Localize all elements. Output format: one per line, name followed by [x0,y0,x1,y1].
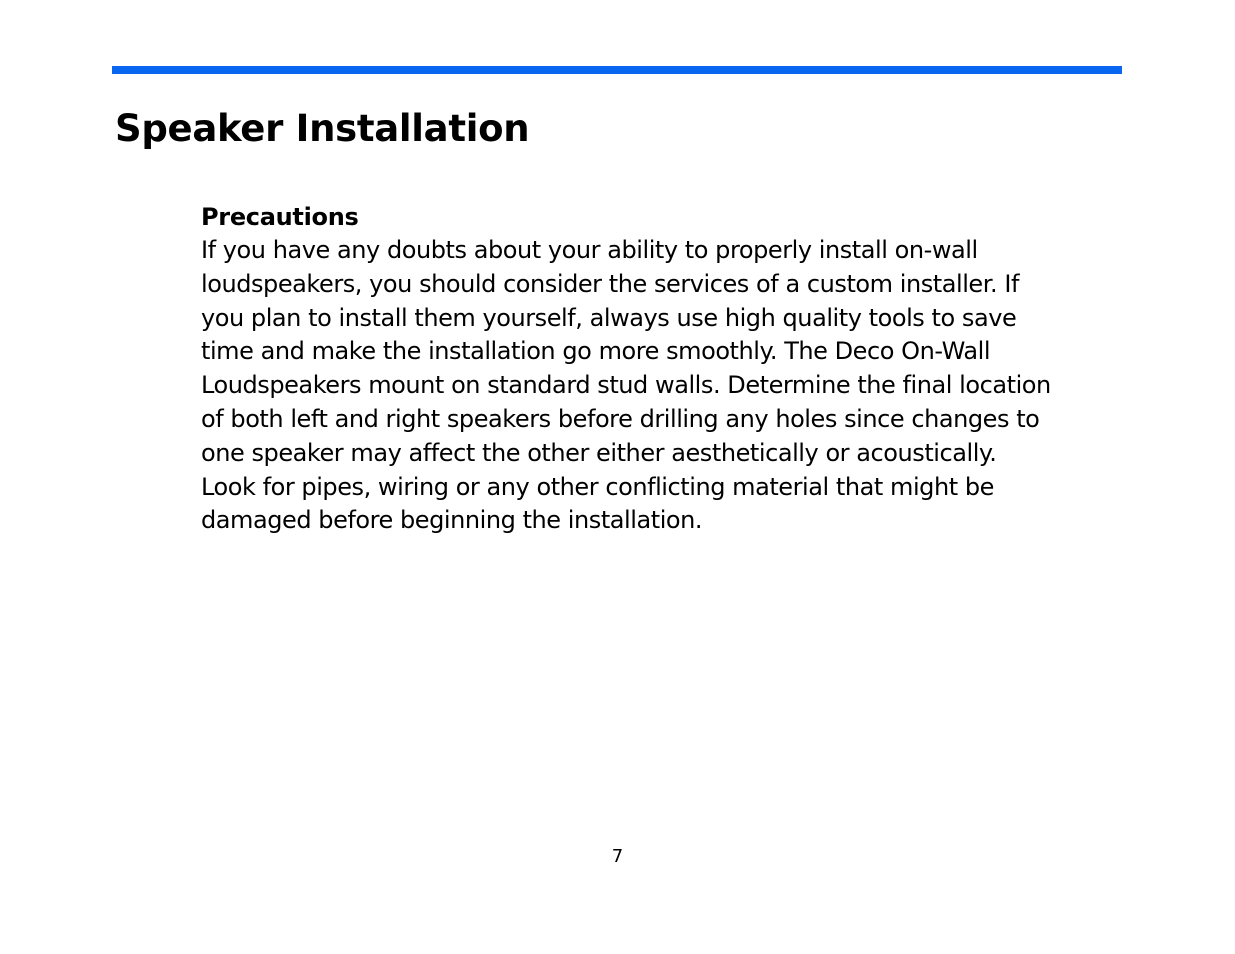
body-line: If you have any doubts about your ability to properly install on-wall [201,236,978,264]
precautions-section [201,200,1161,538]
header-rule [112,66,1122,74]
body-line: one speaker may affect the other either aesthetically or acoustically. [201,438,997,467]
section-heading: Precautions [201,203,359,231]
body-line: Loudspeakers mount on standard stud walls. Determine the final location [201,371,1051,400]
page-number: 7 [611,846,624,867]
body-line: time and make the installation go more smoothly. The Deco On-Wall [201,337,991,366]
body-line: of both left and right speakers before drilling any holes since changes to [201,404,1040,433]
body-line: you plan to install them yourself, always use high quality tools to save [201,303,1017,332]
body-line: Look for pipes, wiring or any other conflicting material that might be [201,472,994,501]
section-body [201,234,1161,538]
body-line: damaged before beginning the installation. [201,506,703,535]
body-line: loudspeakers, you should consider the services of a custom installer. If [201,269,1019,298]
page-title: Speaker Installation [115,107,530,150]
